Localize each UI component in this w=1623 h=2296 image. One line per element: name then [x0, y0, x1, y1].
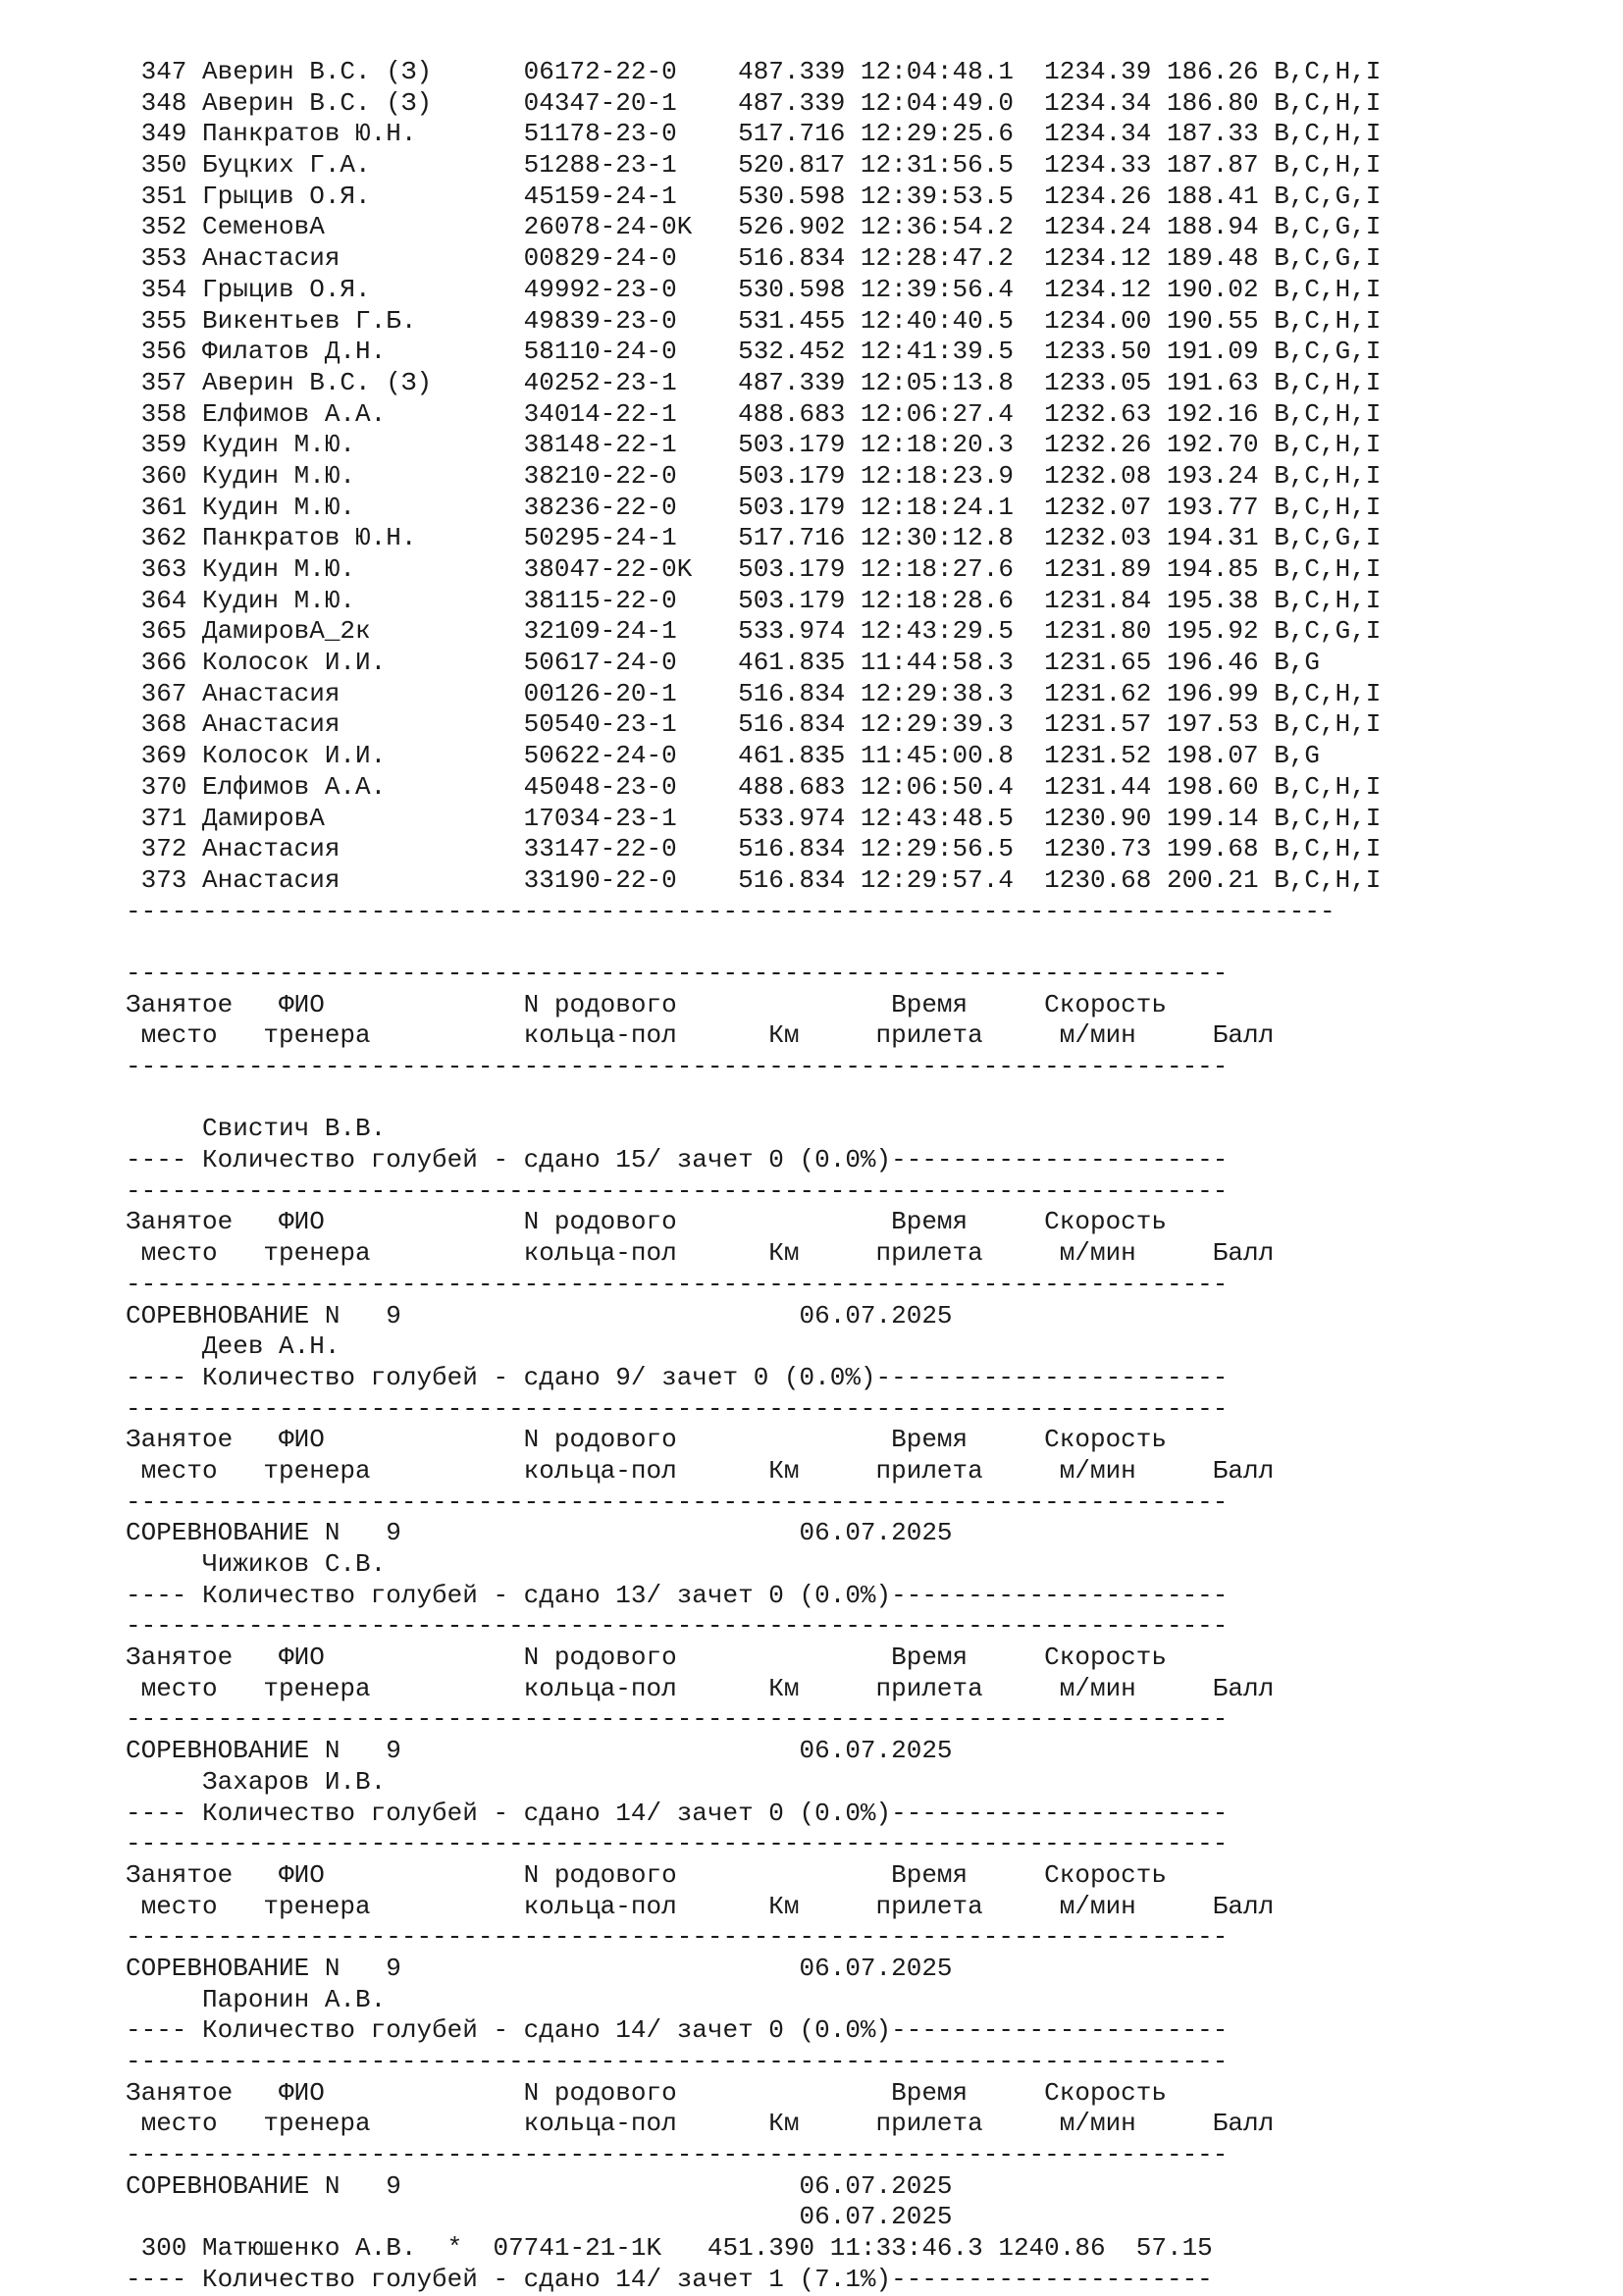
report-line: место тренера кольца-пол Км прилета м/мин Балл	[126, 1455, 1275, 1486]
report-line: 372 Анастасия 33147-22-0 516.834 12:29:56.5 1230.73 199.68 B,C,H,I	[126, 834, 1382, 864]
report-line: СОРЕВНОВАНИЕ N 9 06.07.2025	[126, 1518, 953, 1548]
report-line: Паронин А.В.	[126, 1984, 387, 2014]
report-line: ------------------------------------------------------------------------	[126, 1269, 1229, 1299]
report-line: ------------------------------------------------------------------------	[126, 1393, 1229, 1424]
report-line: СОРЕВНОВАНИЕ N 9 06.07.2025	[126, 1953, 953, 1983]
report-line: ---- Количество голубей - сдано 14/ зачет 0 (0.0%)----------------------	[126, 1798, 1229, 1828]
report-line: 373 Анастасия 33190-22-0 516.834 12:29:57.4 1230.68 200.21 B,C,H,I	[126, 864, 1382, 895]
report-line: 360 Кудин М.Ю. 38210-22-0 503.179 12:18:23.9 1232.08 193.24 B,C,H,I	[126, 460, 1382, 491]
report-line: Занятое ФИО N родового Время Скорость	[126, 2077, 1167, 2108]
report-line: ------------------------------------------------------------------------	[126, 1704, 1229, 1735]
report-line: Чижиков С.В.	[126, 1549, 387, 1579]
report-line: 348 Аверин В.С. (З) 04347-20-1 487.339 12:04:49.0 1234.34 186.80 B,C,H,I	[126, 87, 1382, 118]
report-line: 352 СеменовА 26078-24-0K 526.902 12:36:54.2 1234.24 188.94 B,C,G,I	[126, 212, 1382, 242]
report-line: 351 Грыцив О.Я. 45159-24-1 530.598 12:39:53.5 1234.26 188.41 B,C,G,I	[126, 181, 1382, 211]
report-line	[126, 927, 1381, 959]
report-line: СОРЕВНОВАНИЕ N 9 06.07.2025	[126, 1300, 953, 1331]
report-line: ------------------------------------------------------------------------	[126, 2047, 1229, 2076]
report-line: 359 Кудин М.Ю. 38148-22-1 503.179 12:18:20.3 1232.26 192.70 B,C,H,I	[126, 430, 1382, 460]
report-line: ------------------------------------------------------------------------	[126, 1175, 1229, 1206]
report-line: место тренера кольца-пол Км прилета м/мин Балл	[126, 1020, 1275, 1051]
report-line: СОРЕВНОВАНИЕ N 9 06.07.2025	[126, 1736, 953, 1766]
report-line: 300 Матюшенко А.В. * 07741-21-1K 451.390 11:33:46.3 1240.86 57.15	[126, 2233, 1213, 2264]
report-line: ---- Количество голубей - сдано 9/ зачет 0 (0.0%)-----------------------	[126, 1362, 1229, 1392]
report-line: Деев А.Н.	[126, 1331, 340, 1362]
report-line: 356 Филатов Д.Н. 58110-24-0 532.452 12:41:39.5 1233.50 191.09 B,C,G,I	[126, 337, 1382, 367]
report-line: ------------------------------------------------------------------------	[126, 1922, 1229, 1953]
report-line: место тренера кольца-пол Км прилета м/мин Балл	[126, 2109, 1275, 2139]
report-line: 347 Аверин В.С. (З) 06172-22-0 487.339 12:04:48.1 1234.39 186.26 B,C,H,I	[126, 57, 1382, 86]
report-line: 367 Анастасия 00126-20-1 516.834 12:29:38.3 1231.62 196.99 B,C,H,I	[126, 678, 1382, 708]
report-line: 366 Колосок И.И. 50617-24-0 461.835 11:44:58.3 1231.65 196.46 B,G	[126, 648, 1320, 678]
report-line: Занятое ФИО N родового Время Скорость	[126, 1643, 1167, 1673]
report-line: Занятое ФИО N родового Время Скорость	[126, 1859, 1167, 1890]
printout-document	[126, 57, 1381, 2296]
report-line: место тренера кольца-пол Км прилета м/мин Балл	[126, 1238, 1275, 1269]
report-line: 357 Аверин В.С. (З) 40252-23-1 487.339 12:05:13.8 1233.05 191.63 B,C,H,I	[126, 367, 1382, 397]
report-line: ------------------------------------------------------------------------	[126, 1052, 1229, 1081]
report-line: Занятое ФИО N родового Время Скорость	[126, 989, 1167, 1019]
report-line: ---- Количество голубей - сдано 13/ зачет 0 (0.0%)----------------------	[126, 1580, 1229, 1610]
report-line: 370 Елфимов А.А. 45048-23-0 488.683 12:06:50.4 1231.44 198.60 B,C,H,I	[126, 771, 1382, 802]
report-line	[126, 1083, 1381, 1115]
report-line: Захаров И.В.	[126, 1766, 387, 1797]
report-line: Занятое ФИО N родового Время Скорость	[126, 1207, 1167, 1237]
report-line: 350 Буцких Г.А. 51288-23-1 520.817 12:31:56.5 1234.33 187.87 B,C,H,I	[126, 150, 1382, 181]
report-line: ------------------------------------------------------------------------	[126, 1829, 1229, 1859]
report-line: место тренера кольца-пол Км прилета м/мин Балл	[126, 1673, 1275, 1703]
report-line: 353 Анастасия 00829-24-0 516.834 12:28:47.2 1234.12 189.48 B,C,G,I	[126, 243, 1382, 274]
report-line: ---- Количество голубей - сдано 14/ зачет 1 (7.1%)---------------------	[126, 2264, 1213, 2294]
report-line: ---- Количество голубей - сдано 14/ зачет 0 (0.0%)----------------------	[126, 2015, 1229, 2046]
report-line: 349 Панкратов Ю.Н. 51178-23-0 517.716 12:29:25.6 1234.34 187.33 B,C,H,I	[126, 119, 1382, 149]
report-line: 363 Кудин М.Ю. 38047-22-0K 503.179 12:18:27.6 1231.89 194.85 B,C,H,I	[126, 554, 1382, 584]
report-line: 371 ДамировА 17034-23-1 533.974 12:43:48.5 1230.90 199.14 B,C,H,I	[126, 803, 1382, 833]
report-line: ------------------------------------------------------------------------	[126, 2140, 1229, 2170]
report-line: 355 Викентьев Г.Б. 49839-23-0 531.455 12:40:40.5 1234.00 190.55 B,C,H,I	[126, 305, 1382, 336]
report-line: место тренера кольца-пол Км прилета м/мин Балл	[126, 1891, 1275, 1921]
report-line: СОРЕВНОВАНИЕ N 9 06.07.2025	[126, 2170, 953, 2201]
report-line: 362 Панкратов Ю.Н. 50295-24-1 517.716 12:30:12.8 1232.03 194.31 B,C,G,I	[126, 523, 1382, 553]
report-line: ------------------------------------------------------------------------	[126, 958, 1229, 988]
report-line: ------------------------------------------------------------------------	[126, 1487, 1229, 1517]
report-line: ------------------------------------------------------------------------	[126, 1611, 1229, 1642]
report-line: 368 Анастасия 50540-23-1 516.834 12:29:39.3 1231.57 197.53 B,C,H,I	[126, 709, 1382, 740]
report-line: -------------------------------------------------------------------------------	[126, 896, 1335, 926]
report-line: Занятое ФИО N родового Время Скорость	[126, 1425, 1167, 1455]
report-line: 369 Колосок И.И. 50622-24-0 461.835 11:45:00.8 1231.52 198.07 B,G	[126, 741, 1320, 771]
report-line: Свистич В.В.	[126, 1114, 387, 1144]
report-line: 365 ДамировА_2к 32109-24-1 533.974 12:43:29.5 1231.80 195.92 B,C,G,I	[126, 616, 1382, 647]
report-line: 361 Кудин М.Ю. 38236-22-0 503.179 12:18:24.1 1232.07 193.77 B,C,H,I	[126, 492, 1382, 522]
report-line: 354 Грыцив О.Я. 49992-23-0 530.598 12:39:56.4 1234.12 190.02 B,C,H,I	[126, 274, 1382, 304]
report-line: 358 Елфимов А.А. 34014-22-1 488.683 12:06:27.4 1232.63 192.16 B,C,H,I	[126, 398, 1382, 429]
report-line: 364 Кудин М.Ю. 38115-22-0 503.179 12:18:28.6 1231.84 195.38 B,C,H,I	[126, 585, 1382, 615]
report-line: 06.07.2025	[126, 2202, 953, 2232]
report-line: ---- Количество голубей - сдано 15/ зачет 0 (0.0%)----------------------	[126, 1145, 1229, 1175]
